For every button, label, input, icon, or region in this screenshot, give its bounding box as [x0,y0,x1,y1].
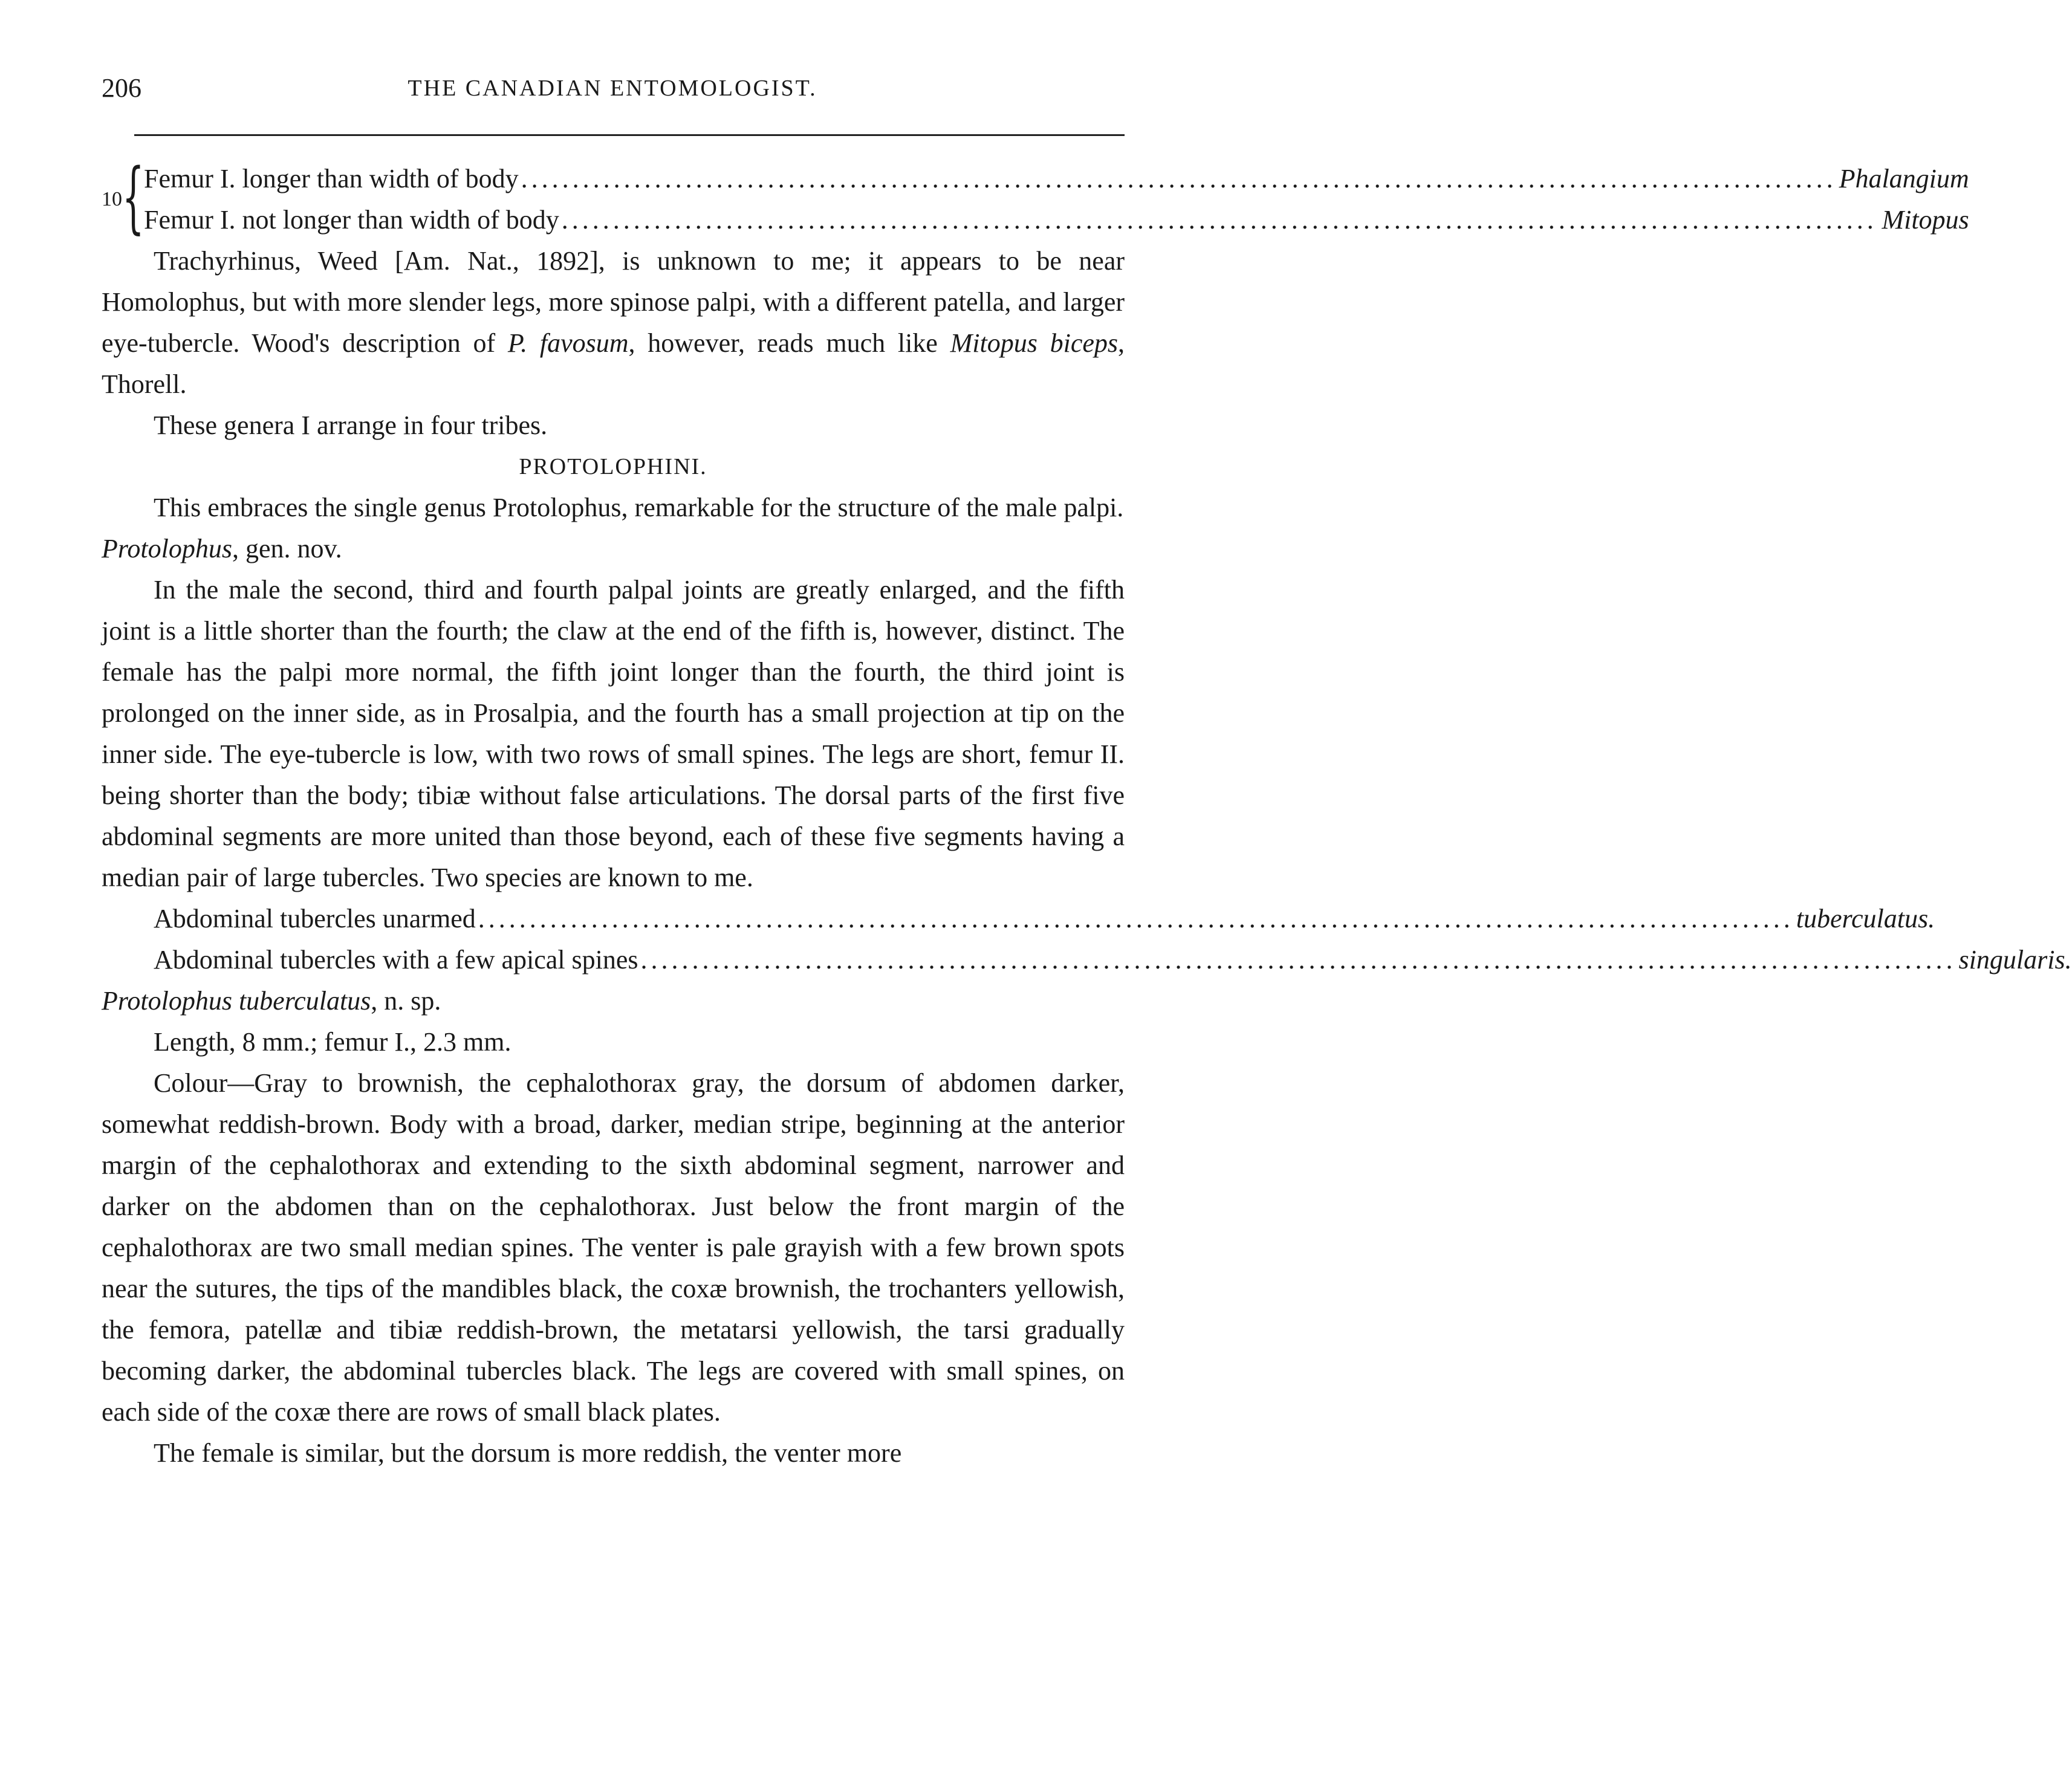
species-key-line: Abdominal tubercles with a few apical spines ..... singularis. [102,939,1125,981]
paragraph-tribes: These genera I arrange in four tribes. [154,410,548,440]
key-result: singularis. [1958,945,2072,975]
paragraph-male-palpi: In the male the second, third and fourth palpal joints are greatly enlarged, and the fifth joint is a little shorter than the fourth; the claw at the end of the fifth is, however, distinct. The female has the palpi more normal, the fifth joint longer than the fourth, the third joint is prolonged on the inner side, as in Prosalpia, and the fourth has a small projection at tip on the inner side. The eye-tubercle is low, with two rows of small spines. The legs are short, femur II. being shorter than the body; tibiæ without false articulations. The dorsal parts of the first five abdominal segments are more united than those beyond, each of these five segments having a median pair of large tubercles. Two species are known to me. [102,575,1125,892]
key-result: Phalangium [1839,164,1969,193]
tribe-heading: PROTOLOPHINI. [519,454,707,479]
leader-dots [519,158,1839,199]
key-couplet-10 [102,152,1969,242]
leader-dots [559,199,1882,241]
paragraph-female: The female is similar, but the dorsum is more reddish, the venter more [154,1438,902,1468]
key-line: Femur I. longer than width of body ..... Phalangium [144,158,1969,199]
paragraph-trachyrhinus: Trachyrhinus, Weed [Am. Nat., 1892], is unknown to me; it appears to be near Homolophus, but with more slender legs, more spinose palpi, with a different patella, and larger eye-tubercle. Wood's description of P. favosum, however, reads much like Mitopus biceps, Thorell. [102,246,1125,399]
body-text [102,152,2072,1474]
page-number: 206 [102,73,141,103]
paragraph-embraces: This embraces the single genus Protolophus, remarkable for the structure of the male palpi. [154,493,1124,522]
genus-line: Protolophus, gen. nov. [102,534,342,563]
header-rule [134,134,1125,136]
key-result: tuberculatus. [1796,904,1935,933]
key-line: Femur I. not longer than width of body ..... Mitopus [144,199,1969,241]
journal-title: THE CANADIAN ENTOMOLOGIST. [408,76,817,101]
running-head [102,71,1123,105]
couplet-number: 10 [102,188,122,210]
paragraph-length: Length, 8 mm.; femur I., 2.3 mm. [154,1027,512,1057]
paragraph-colour: Colour—Gray to brownish, the cephalothorax gray, the dorsum of abdomen darker, somewhat reddish-brown. Body with a broad, darker, median stripe, beginning at the anterior margin of the cephalothorax and extending to the sixth abdominal segment, narrower and darker on the abdomen than on the cephalothorax. Just below the front margin of the cephalothorax are two small median spines. The venter is pale grayish with a few brown spots near the sutures, the tips of the mandibles black, the coxæ brownish, the trochanters yellowish, the femora, patellæ and tibiæ reddish-brown, the metatarsi yellowish, the tarsi gradually becoming darker, the abdominal tubercles black. The legs are covered with small spines, on each side of the coxæ there are rows of small black plates. [102,1068,1125,1427]
leader-dots [476,898,1796,939]
couplet-lines [144,158,1969,241]
species-key-line: Abdominal tubercles unarmed ..... tuberculatus. [102,898,1125,939]
key-result: Mitopus [1882,205,1969,235]
species-line: Protolophus tuberculatus, n. sp. [102,986,441,1016]
brace-glyph: { [122,152,145,242]
leader-dots [638,939,1959,981]
